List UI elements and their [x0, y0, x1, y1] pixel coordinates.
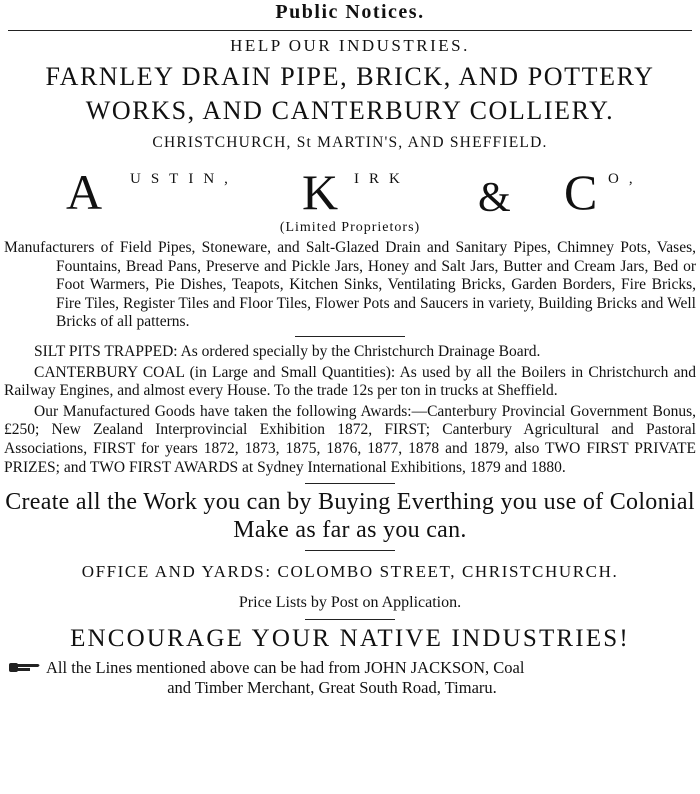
divider-short-1	[295, 336, 405, 337]
encourage-industries-line: ENCOURAGE YOUR NATIVE INDUSTRIES!	[70, 625, 630, 653]
firm-initial-k: K	[302, 164, 339, 220]
section-header: Public Notices.	[275, 1, 425, 23]
works-title-line-2: WORKS, AND CANTERBURY COLLIERY.	[85, 96, 615, 125]
office-yards-line: OFFICE AND YARDS: COLOMBO STREET, CHRISTCHURCH.	[81, 562, 619, 582]
header-divider	[8, 30, 692, 31]
locations-line: CHRISTCHURCH, St MARTIN'S, AND SHEFFIELD.	[152, 134, 548, 151]
manufacturers-paragraph: Manufacturers of Field Pipes, Stoneware, and Salt-Glazed Drain and Sanitary Pipes, Chimney Pots, Vases, Fountains, Bread Pans, Preserve and Pickle Jars, Honey and Salt Jars, Butter and Cream Jars, Bed or Foot Warmers, Pie Dishes, Teapots, Kitchen Sinks, Ventilating Bricks, Garden Borders, Fire Bricks, Fire Tiles, Register Tiles and Floor Tiles, Flower Pots and Saucers in variety, Building Bricks and Well Bricks of all patterns.	[4, 239, 696, 331]
colonial-make-slogan: Create all the Work you can by Buying Everthing you use of Colonial Make as far as you can.	[5, 489, 695, 544]
help-industries-line: HELP OUR INDUSTRIES.	[230, 36, 470, 55]
coal-paragraph: CANTERBURY COAL (in Large and Small Quantities): As used by all the Boilers in Christchurch and Railway Engines, and almost every House. To the trade 12s per ton in trucks at Sheffield.	[4, 363, 696, 400]
divider-short-3	[305, 550, 395, 551]
divider-short-4	[305, 619, 395, 620]
price-lists-line: Price Lists by Post on Application.	[238, 594, 462, 612]
firm-rest-kirk: IRK	[354, 171, 410, 187]
firm-rest-austin: USTIN,	[130, 171, 238, 187]
agent-line-1	[8, 658, 696, 678]
awards-paragraph: Our Manufactured Goods have taken the following Awards:—Canterbury Provincial Government Bonus, £250; New Zealand Interprovincial Exhibition 1872, FIRST; Canterbury Agricultural and Pastoral Associations, FIRST for years 1872, 1873, 1875, 1876, 1877, 1878 and 1879, also TWO FIRST PRIVATE PRIZES; and TWO FIRST AWARDS at Sydney International Exhibitions, 1879 and 1880.	[4, 402, 696, 476]
firm-ampersand: &	[478, 175, 511, 221]
silt-pits-paragraph: SILT PITS TRAPPED: As ordered specially by the Christchurch Drainage Board.	[34, 342, 541, 360]
agent-line-1-text: All the Lines mentioned above can be had from JOHN JACKSON, Coal	[46, 658, 525, 678]
firm-initial-a: A	[66, 164, 103, 220]
divider-short-2	[305, 483, 395, 484]
agent-notice	[4, 658, 696, 698]
firm-initial-c: C	[564, 164, 598, 220]
firm-name	[4, 164, 696, 221]
limited-proprietors: (Limited Proprietors)	[279, 220, 421, 235]
pointing-hand-icon	[8, 660, 42, 674]
firm-rest-co: O,	[608, 171, 643, 187]
agent-line-2: and Timber Merchant, Great South Road, Timaru.	[167, 678, 497, 698]
works-title-line-1: FARNLEY DRAIN PIPE, BRICK, AND POTTERY	[45, 62, 655, 91]
